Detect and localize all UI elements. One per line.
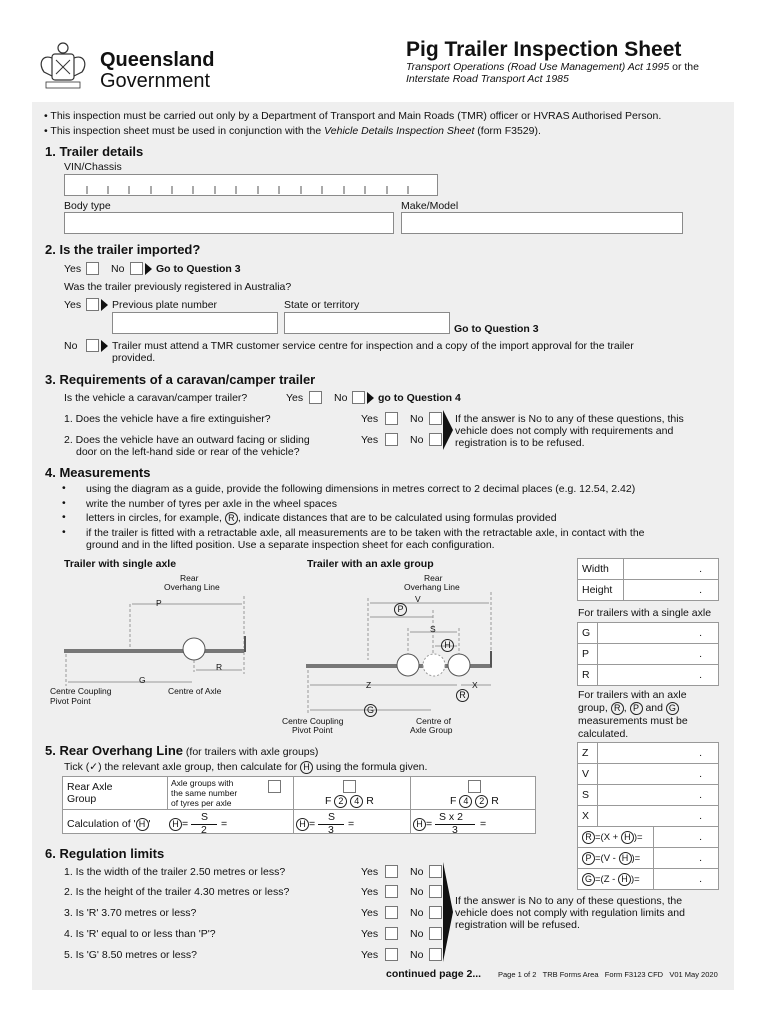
s3-no-label: No <box>334 392 348 404</box>
s6-note-2: vehicle does not comply with regulation limits and <box>455 907 685 919</box>
same-tyres-label-1: Axle groups with <box>171 778 234 788</box>
diagram-single-title: Trailer with single axle <box>64 558 177 570</box>
intro-bullet-2: • This inspection sheet must be used in conjunction with the Vehicle Details Inspection Sheet (form F3529). <box>44 125 541 137</box>
s4-bullet-3: letters in circles, for example, R , indicate distances that are to be calculated using formulas provided <box>86 512 557 524</box>
bullet-icon: • <box>62 482 66 494</box>
body-type-label: Body type <box>64 200 111 212</box>
s2-no-note-2: provided. <box>112 352 156 364</box>
s4-bullet-4b: ground and in the lifted position. Use a separate inspection sheet for each configuration. <box>86 539 495 551</box>
s3-caravan-yes-checkbox[interactable] <box>309 391 322 404</box>
s2-no-label: No <box>111 263 125 275</box>
row-label-r: R <box>578 665 598 686</box>
group-label-r: R <box>456 689 469 702</box>
vin-character-dividers <box>65 175 437 195</box>
section-4-heading: 4. Measurements <box>45 465 151 480</box>
diagram-group-title: Trailer with an axle group <box>307 558 434 570</box>
v-input[interactable]: . <box>598 764 719 785</box>
calc-formula-3: H = <box>413 818 432 831</box>
s6-q2-no-checkbox[interactable] <box>429 885 442 898</box>
s2-prev-no-label: No <box>64 340 78 352</box>
arrow-right-icon <box>367 392 374 404</box>
bullet-icon: • <box>62 511 66 523</box>
group-label-v: V <box>415 594 421 604</box>
s6-q3-yes-checkbox[interactable] <box>385 906 398 919</box>
f2-4r-checkbox[interactable] <box>343 780 356 793</box>
centre-axle-label: Centre of Axle <box>168 686 222 696</box>
s3-q2-yes-checkbox[interactable] <box>385 433 398 446</box>
continued-label: continued page 2... <box>386 968 482 980</box>
s6-q5-yes-label: Yes <box>361 949 379 961</box>
s4-bullet-4a: if the trailer is fitted with a retractable axle, all measurements are to be taken with the retractable axle, in contact with the <box>86 527 645 539</box>
s6-q2-no-label: No <box>410 886 424 898</box>
row-label-p: P <box>578 644 598 665</box>
state-territory-input[interactable] <box>284 312 450 334</box>
group-rear-line-label-1: Rear <box>424 573 443 583</box>
s6-q3: 3. Is 'R' 3.70 metres or less? <box>64 907 197 919</box>
group-note-5: calculated. <box>578 728 629 740</box>
queensland-coat-of-arms-logo <box>34 40 92 92</box>
s6-q1-yes-checkbox[interactable] <box>385 865 398 878</box>
s3-q2-no-checkbox[interactable] <box>429 433 442 446</box>
group-label-x: X <box>472 680 478 690</box>
bullet-icon: • <box>62 526 66 538</box>
s3-goto-q4: go to Question 4 <box>378 392 461 404</box>
same-tyres-label-3: of tyres per axle <box>171 798 232 808</box>
s2-goto-q3: Go to Question 3 <box>156 263 241 275</box>
s3-q1-yes-label: Yes <box>361 413 379 425</box>
single-label-p: P <box>156 598 162 608</box>
section-5-heading: 5. Rear Overhang Line (for trailers with axle groups) <box>45 743 319 758</box>
s6-note-1: If the answer is No to any of these questions, the <box>455 895 683 907</box>
calc-3-denominator: 3 <box>452 824 458 836</box>
g-calc-input[interactable]: . <box>654 869 719 890</box>
group-note-2: group, R , P and G <box>578 702 679 715</box>
arrow-right-icon <box>145 263 152 275</box>
s6-q5-no-checkbox[interactable] <box>429 948 442 961</box>
rear-line-label-1: Rear <box>180 573 199 583</box>
s2-goto-q3-b: Go to Question 3 <box>454 323 539 335</box>
p-input[interactable]: . <box>598 644 719 665</box>
section-2-heading: 2. Is the trailer imported? <box>45 242 201 257</box>
rear-axle-label-1: Rear Axle <box>67 781 113 793</box>
formula-g: G =(Z - H )= <box>578 869 654 890</box>
axle-group-label: Axle Group <box>410 725 453 735</box>
calc-3-eq: = <box>480 818 487 830</box>
s6-q4-yes-label: Yes <box>361 928 379 940</box>
s3-q1-no-checkbox[interactable] <box>429 412 442 425</box>
group-note-1: For trailers with an axle <box>578 689 687 701</box>
single-axle-table <box>577 622 719 686</box>
p-calc-input[interactable]: . <box>654 848 719 869</box>
make-model-input[interactable] <box>401 212 683 234</box>
s3-q2a: 2. Does the vehicle have an outward facing or sliding <box>64 434 310 446</box>
s2-prev-yes-checkbox[interactable] <box>86 298 99 311</box>
s2-imported-no-checkbox[interactable] <box>130 262 143 275</box>
s6-q2-yes-checkbox[interactable] <box>385 885 398 898</box>
rear-axle-label-2: Group <box>67 793 97 805</box>
s3-note-1: If the answer is No to any of these questions, this <box>455 413 684 425</box>
calc-2-numerator: S <box>328 811 336 823</box>
calc-formula-1: H = <box>169 818 188 831</box>
row-label-x: X <box>578 806 598 827</box>
calc-formula-2: H = <box>296 818 315 831</box>
height-input[interactable]: . <box>624 580 719 601</box>
group-label-s: S <box>430 624 436 634</box>
s2-prev-registered-question: Was the trailer previously registered in Australia? <box>64 281 292 293</box>
s3-q2b: door on the left-hand side or rear of the vehicle? <box>76 446 300 458</box>
s6-q4-yes-checkbox[interactable] <box>385 927 398 940</box>
g-input[interactable]: . <box>598 623 719 644</box>
group-note-4: measurements must be <box>578 715 688 727</box>
s6-q1-no-label: No <box>410 866 424 878</box>
r-input[interactable]: . <box>598 665 719 686</box>
vin-label: VIN/Chassis <box>64 161 122 173</box>
rear-overhang-table <box>62 776 536 834</box>
s3-q2-yes-label: Yes <box>361 434 379 446</box>
formula-p: P =(V - H )= <box>578 848 654 869</box>
z-input[interactable]: . <box>598 743 719 764</box>
calc-1-denominator: 2 <box>201 824 207 836</box>
calc-1-numerator: S <box>201 811 209 823</box>
intro-bullet-1: • This inspection must be carried out only by a Department of Transport and Main Roads (TMR) officer or HVRAS Authorised Person. <box>44 110 662 122</box>
rear-line-label-2: Overhang Line <box>164 582 220 592</box>
s6-q3-no-checkbox[interactable] <box>429 906 442 919</box>
group-label-p: P <box>394 603 407 616</box>
s2-prev-yes-label: Yes <box>64 299 82 311</box>
single-label-r: R <box>216 662 223 672</box>
s3-q1-no-label: No <box>410 413 424 425</box>
s3-q2-no-label: No <box>410 434 424 446</box>
s2-yes-label: Yes <box>64 263 82 275</box>
s6-q4-no-label: No <box>410 928 424 940</box>
s2-no-note-1: Trailer must attend a TMR customer service centre for inspection and a copy of the import approval for the trailer <box>112 340 634 352</box>
s2-imported-yes-checkbox[interactable] <box>86 262 99 275</box>
s6-q4-no-checkbox[interactable] <box>429 927 442 940</box>
s6-q5: 5. Is 'G' 8.50 metres or less? <box>64 949 197 961</box>
coupling-label-1: Centre Coupling <box>50 686 112 696</box>
s5-instruction: Tick (✓) the relevant axle group, then calculate for H using the formula given. <box>64 761 428 773</box>
calc-label: Calculation of ' H ' <box>67 818 151 830</box>
width-input[interactable]: . <box>624 559 719 580</box>
group-coupling-label-2: Pivot Point <box>292 725 333 735</box>
s4-bullet-2: write the number of tyres per axle in the wheel spaces <box>86 498 337 510</box>
width-label: Width <box>578 559 624 580</box>
s6-q1: 1. Is the width of the trailer 2.50 metres or less? <box>64 866 286 878</box>
f4-2r-checkbox[interactable] <box>468 780 481 793</box>
s6-note-3: registration will be refused. <box>455 919 580 931</box>
s6-q2-yes-label: Yes <box>361 886 379 898</box>
calc-1-eq: = <box>221 818 228 830</box>
body-type-input[interactable] <box>64 212 394 234</box>
bracket-arrow-icon <box>443 862 453 962</box>
coupling-label-2: Pivot Point <box>50 696 91 706</box>
s3-question: Is the vehicle a caravan/camper trailer? <box>64 392 248 404</box>
section-1-heading: 1. Trailer details <box>45 144 144 159</box>
r-calc-input[interactable]: . <box>654 827 719 848</box>
centre-of-label: Centre of <box>416 716 451 726</box>
bracket-arrow-icon <box>443 410 453 450</box>
group-rear-line-label-2: Overhang Line <box>404 582 460 592</box>
group-label-z: Z <box>366 680 372 690</box>
group-coupling-label-1: Centre Coupling <box>282 716 344 726</box>
f2-4r-label: F 2 4 R <box>325 795 374 807</box>
s6-q5-yes-checkbox[interactable] <box>385 948 398 961</box>
s3-note-2: vehicle does not comply with requirements and <box>455 425 674 437</box>
dimensions-table <box>577 558 719 601</box>
page-subtitle-1: Transport Operations (Road Use Management) Act 1995 or the <box>406 61 699 73</box>
calc-3-numerator: S x 2 <box>439 811 463 823</box>
bullet-icon: • <box>62 497 66 509</box>
height-label: Height <box>578 580 624 601</box>
arrow-right-icon <box>101 340 108 352</box>
single-axle-note: For trailers with a single axle <box>578 607 712 619</box>
s6-q3-yes-label: Yes <box>361 907 379 919</box>
s6-q2: 2. Is the height of the trailer 4.30 metres or less? <box>64 886 290 898</box>
row-label-s: S <box>578 785 598 806</box>
prev-plate-label: Previous plate number <box>112 299 218 311</box>
section-3-heading: 3. Requirements of a caravan/camper trailer <box>45 372 316 387</box>
f4-2r-label: F 4 2 R <box>450 795 499 807</box>
s-input[interactable]: . <box>598 785 719 806</box>
gov-name-1: Queensland <box>100 49 215 71</box>
single-label-g: G <box>139 675 146 685</box>
s3-q1: 1. Does the vehicle have a fire extinguisher? <box>64 413 271 425</box>
make-model-label: Make/Model <box>401 200 459 212</box>
calc-2-denominator: 3 <box>328 824 334 836</box>
page-title: Pig Trailer Inspection Sheet <box>406 38 682 61</box>
axle-group-diagram <box>296 570 506 720</box>
x-input[interactable]: . <box>598 806 719 827</box>
row-label-g: G <box>578 623 598 644</box>
prev-plate-input[interactable] <box>112 312 278 334</box>
row-label-z: Z <box>578 743 598 764</box>
s3-caravan-no-checkbox[interactable] <box>352 391 365 404</box>
s4-bullet-1: using the diagram as a guide, provide the following dimensions in metres correct to 2 decimal places (e.g. 12.54, 2.42) <box>86 483 636 495</box>
s6-q5-no-label: No <box>410 949 424 961</box>
group-label-h: H <box>441 639 454 652</box>
section-6-heading: 6. Regulation limits <box>45 846 165 861</box>
s3-note-3: registration is to be refused. <box>455 437 585 449</box>
s6-q1-no-checkbox[interactable] <box>429 865 442 878</box>
s6-q1-yes-label: Yes <box>361 866 379 878</box>
formula-table <box>577 826 719 890</box>
axle-group-table <box>577 742 719 827</box>
gov-name-2: Government <box>100 70 211 92</box>
same-tyres-label-2: the same number <box>171 788 238 798</box>
page-subtitle-2: Interstate Road Transport Act 1985 <box>406 73 569 85</box>
s6-q4: 4. Is 'R' equal to or less than 'P'? <box>64 928 216 940</box>
footer-meta: Page 1 of 2 TRB Forms Area Form F3123 CFD V01 May 2020 <box>498 970 718 979</box>
same-tyres-checkbox[interactable] <box>268 780 281 793</box>
state-territory-label: State or territory <box>284 299 360 311</box>
s2-prev-no-checkbox[interactable] <box>86 339 99 352</box>
s3-q1-yes-checkbox[interactable] <box>385 412 398 425</box>
group-label-g: G <box>364 704 377 717</box>
s3-yes-label: Yes <box>286 392 304 404</box>
formula-r: R =(X + H )= <box>578 827 654 848</box>
arrow-right-icon <box>101 299 108 311</box>
s6-q3-no-label: No <box>410 907 424 919</box>
vin-input[interactable] <box>64 174 438 196</box>
calc-2-eq: = <box>348 818 355 830</box>
row-label-v: V <box>578 764 598 785</box>
